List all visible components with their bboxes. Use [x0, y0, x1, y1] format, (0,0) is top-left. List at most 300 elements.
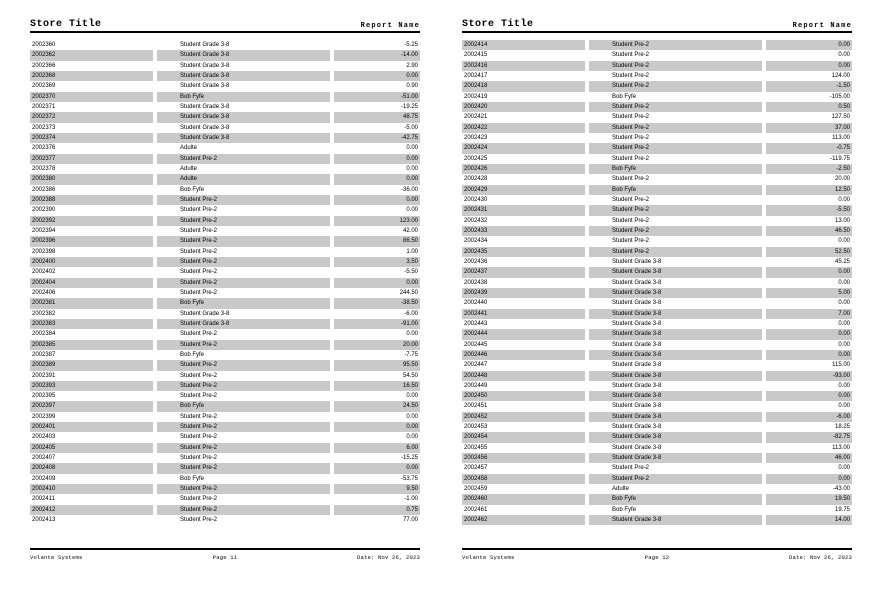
- page-footer: [30, 548, 420, 561]
- row-id: 2002373: [32, 124, 56, 131]
- table-row: [462, 216, 852, 226]
- table-row: [30, 154, 420, 164]
- row-id: 2002392: [30, 216, 153, 226]
- row-value: 45.25: [834, 258, 850, 265]
- row-value: -7.75: [404, 351, 418, 358]
- report-table: [30, 40, 420, 525]
- table-row: [30, 463, 420, 473]
- row-category: Student Pre-2: [180, 207, 218, 214]
- table-row: [30, 257, 420, 267]
- row-value: 0.00: [766, 61, 852, 71]
- table-row: [30, 61, 420, 71]
- row-value: 0.00: [766, 474, 852, 484]
- row-category: Student Grade 3-8: [157, 50, 330, 60]
- page-header: [462, 16, 852, 33]
- table-row: [462, 381, 852, 391]
- table-row: [462, 505, 852, 515]
- row-id: 2002441: [462, 309, 585, 319]
- row-value: -2.50: [766, 164, 852, 174]
- row-category: Student Grade 3-8: [612, 362, 662, 369]
- row-id: 2002421: [464, 114, 488, 121]
- row-category: Adulte: [180, 145, 198, 152]
- row-id: 2002369: [32, 83, 56, 90]
- table-row: [30, 102, 420, 112]
- row-category: Student Pre-2: [180, 269, 218, 276]
- row-id: 2002400: [30, 257, 153, 267]
- row-value: 115.00: [832, 362, 850, 369]
- row-category: Student Grade 3-8: [612, 403, 662, 410]
- row-id: 2002381: [30, 298, 153, 308]
- row-id: 2002450: [462, 391, 585, 401]
- table-row: [462, 350, 852, 360]
- row-category: Student Pre-2: [612, 196, 650, 203]
- row-value: 124.00: [831, 72, 850, 79]
- row-value: 0.00: [406, 145, 418, 152]
- row-value: 6.00: [334, 443, 420, 453]
- row-id: 2002399: [32, 413, 56, 420]
- row-value: 0.00: [766, 329, 852, 339]
- table-row: [462, 247, 852, 257]
- row-category: Student Grade 3-8: [589, 288, 762, 298]
- table-row: [462, 319, 852, 329]
- row-id: 2002416: [462, 61, 585, 71]
- row-category: Student Grade 3-8: [612, 279, 662, 286]
- table-row: [462, 154, 852, 164]
- table-row: [462, 81, 852, 91]
- row-value: 2.90: [406, 62, 418, 69]
- row-id: 2002434: [464, 238, 488, 245]
- row-value: 0.00: [838, 341, 850, 348]
- row-category: Bob Fyfe: [180, 475, 205, 482]
- row-id: 2002432: [464, 217, 488, 224]
- row-value: 16.50: [334, 381, 420, 391]
- row-value: 0.00: [766, 350, 852, 360]
- row-category: Student Pre-2: [180, 434, 218, 441]
- row-category: Student Pre-2: [157, 257, 330, 267]
- row-value: -1.50: [766, 81, 852, 91]
- table-row: [30, 494, 420, 504]
- row-value: 0.90: [406, 83, 418, 90]
- table-row: [30, 174, 420, 184]
- table-row: [462, 40, 852, 50]
- row-value: -42.75: [334, 133, 420, 143]
- row-value: 123.00: [334, 216, 420, 226]
- row-id: 2002384: [32, 331, 56, 338]
- table-row: [30, 226, 420, 236]
- row-id: 2002393: [30, 381, 153, 391]
- row-value: 37.00: [766, 123, 852, 133]
- table-row: [30, 40, 420, 50]
- row-id: 2002445: [464, 341, 488, 348]
- row-value: 20.00: [834, 176, 850, 183]
- row-value: 0.00: [838, 403, 850, 410]
- table-row: [30, 391, 420, 401]
- row-category: Student Pre-2: [157, 484, 330, 494]
- row-id: 2002370: [30, 92, 153, 102]
- row-category: Student Pre-2: [180, 289, 218, 296]
- row-category: Student Grade 3-8: [157, 112, 330, 122]
- table-row: [30, 185, 420, 195]
- row-value: 0.00: [838, 52, 850, 59]
- row-value: 0.00: [406, 207, 418, 214]
- report-name: Report Name: [792, 22, 852, 30]
- row-category: Student Grade 3-8: [589, 515, 762, 525]
- row-id: 2002402: [32, 269, 56, 276]
- row-category: Student Pre-2: [157, 278, 330, 288]
- row-value: 0.00: [838, 300, 850, 307]
- row-category: Student Pre-2: [612, 238, 650, 245]
- row-category: Student Pre-2: [180, 331, 218, 338]
- row-category: Adulte: [180, 165, 198, 172]
- row-value: 0.00: [406, 331, 418, 338]
- row-id: 2002414: [462, 40, 585, 50]
- row-value: 0.00: [406, 413, 418, 420]
- row-id: 2002447: [464, 362, 488, 369]
- table-row: [462, 494, 852, 504]
- row-value: 0.00: [334, 71, 420, 81]
- row-id: 2002408: [30, 463, 153, 473]
- row-id: 2002429: [462, 185, 585, 195]
- row-id: 2002412: [30, 505, 153, 515]
- row-value: 0.00: [838, 279, 850, 286]
- row-category: Student Grade 3-8: [157, 71, 330, 81]
- row-value: 5.00: [766, 288, 852, 298]
- row-value: 0.00: [334, 174, 420, 184]
- row-id: 2002449: [464, 382, 488, 389]
- row-value: 18.25: [834, 424, 850, 431]
- row-id: 2002376: [32, 145, 56, 152]
- table-row: [30, 164, 420, 174]
- row-category: Adulte: [612, 486, 630, 493]
- row-id: 2002425: [464, 155, 488, 162]
- row-value: -105.00: [829, 93, 850, 100]
- table-row: [30, 133, 420, 143]
- table-row: [462, 360, 852, 370]
- row-value: 46.50: [766, 226, 852, 236]
- row-category: Student Pre-2: [612, 134, 650, 141]
- row-category: Student Grade 3-8: [612, 341, 662, 348]
- row-value: 0.00: [766, 267, 852, 277]
- row-id: 2002419: [464, 93, 488, 100]
- row-id: 2002451: [464, 403, 488, 410]
- row-value: -6.00: [766, 412, 852, 422]
- row-category: Bob Fyfe: [589, 164, 762, 174]
- row-value: 19.75: [834, 506, 850, 513]
- row-value: -93.00: [766, 371, 852, 381]
- table-row: [30, 278, 420, 288]
- table-row: [462, 453, 852, 463]
- row-category: Student Pre-2: [589, 61, 762, 71]
- row-id: 2002388: [30, 195, 153, 205]
- row-id: 2002461: [464, 506, 488, 513]
- table-row: [462, 278, 852, 288]
- row-id: 2002380: [30, 174, 153, 184]
- row-value: 52.50: [766, 247, 852, 257]
- table-row: [462, 133, 852, 143]
- table-row: [462, 185, 852, 195]
- table-row: [462, 236, 852, 246]
- table-row: [462, 267, 852, 277]
- row-id: 2002390: [32, 207, 56, 214]
- row-value: 13.00: [834, 217, 850, 224]
- row-id: 2002391: [32, 372, 56, 379]
- row-value: 0.00: [838, 238, 850, 245]
- row-id: 2002404: [30, 278, 153, 288]
- row-value: 0.00: [766, 40, 852, 50]
- row-category: Student Pre-2: [589, 474, 762, 484]
- row-category: Student Pre-2: [612, 114, 650, 121]
- row-id: 2002411: [32, 496, 55, 503]
- row-category: Student Grade 3-8: [157, 133, 330, 143]
- row-category: Bob Fyfe: [157, 92, 330, 102]
- table-row: [30, 432, 420, 442]
- footer-company: Volante Systems: [462, 554, 515, 561]
- row-value: 42.00: [402, 227, 418, 234]
- row-value: 95.50: [334, 360, 420, 370]
- row-id: 2002436: [464, 258, 488, 265]
- row-category: Student Pre-2: [157, 381, 330, 391]
- row-category: Student Grade 3-8: [612, 444, 662, 451]
- row-category: Student Grade 3-8: [180, 124, 230, 131]
- row-value: 0.00: [406, 434, 418, 441]
- row-category: Student Grade 3-8: [612, 320, 662, 327]
- row-id: 2002458: [462, 474, 585, 484]
- row-category: Student Pre-2: [157, 154, 330, 164]
- table-row: [462, 71, 852, 81]
- table-row: [30, 81, 420, 91]
- row-category: Student Pre-2: [180, 248, 218, 255]
- row-category: Student Grade 3-8: [589, 329, 762, 339]
- row-id: 2002456: [462, 453, 585, 463]
- row-category: Student Pre-2: [157, 216, 330, 226]
- row-category: Student Pre-2: [612, 72, 650, 79]
- row-category: Student Pre-2: [612, 465, 650, 472]
- table-row: [30, 205, 420, 215]
- table-row: [30, 371, 420, 381]
- row-id: 2002394: [32, 227, 56, 234]
- row-value: 0.00: [406, 393, 418, 400]
- row-value: 0.00: [838, 465, 850, 472]
- row-category: Student Grade 3-8: [180, 103, 230, 110]
- row-id: 2002382: [32, 310, 56, 317]
- row-value: -36.00: [400, 186, 418, 193]
- row-value: 0.00: [838, 320, 850, 327]
- table-row: [462, 329, 852, 339]
- row-id: 2002453: [464, 424, 488, 431]
- row-category: Student Pre-2: [157, 422, 330, 432]
- table-row: [462, 102, 852, 112]
- row-value: 20.00: [334, 340, 420, 350]
- table-row: [30, 505, 420, 515]
- row-id: 2002430: [464, 196, 488, 203]
- row-id: 2002438: [464, 279, 488, 286]
- table-row: [462, 50, 852, 60]
- table-row: [30, 515, 420, 525]
- row-value: 0.00: [406, 165, 418, 172]
- row-value: -5.50: [404, 269, 418, 276]
- table-row: [462, 422, 852, 432]
- table-row: [30, 195, 420, 205]
- table-row: [462, 309, 852, 319]
- row-id: 2002455: [464, 444, 488, 451]
- row-value: 0.00: [334, 154, 420, 164]
- store-title: Store Title: [30, 19, 102, 30]
- row-id: 2002439: [462, 288, 585, 298]
- table-row: [462, 340, 852, 350]
- row-id: 2002446: [462, 350, 585, 360]
- row-category: Student Grade 3-8: [612, 300, 662, 307]
- row-category: Student Grade 3-8: [589, 371, 762, 381]
- row-id: 2002386: [32, 186, 56, 193]
- table-row: [462, 391, 852, 401]
- row-category: Student Pre-2: [180, 227, 218, 234]
- row-value: 3.50: [334, 257, 420, 267]
- row-id: 2002362: [30, 50, 153, 60]
- row-category: Student Pre-2: [589, 205, 762, 215]
- row-id: 2002452: [462, 412, 585, 422]
- footer-page-number: Page 12: [644, 554, 670, 561]
- row-value: 127.50: [831, 114, 850, 121]
- row-value: 86.50: [334, 236, 420, 246]
- table-row: [462, 123, 852, 133]
- table-row: [30, 247, 420, 257]
- row-id: 2002426: [462, 164, 585, 174]
- row-id: 2002448: [462, 371, 585, 381]
- row-category: Student Pre-2: [589, 81, 762, 91]
- table-row: [30, 71, 420, 81]
- row-value: -91.00: [334, 319, 420, 329]
- table-row: [462, 143, 852, 153]
- row-category: Student Grade 3-8: [589, 432, 762, 442]
- row-value: 0.00: [334, 463, 420, 473]
- table-row: [462, 298, 852, 308]
- page-footer: [462, 548, 852, 561]
- row-category: Student Pre-2: [157, 195, 330, 205]
- row-id: 2002403: [32, 434, 56, 441]
- row-value: 7.00: [766, 309, 852, 319]
- row-id: 2002371: [32, 103, 56, 110]
- row-id: 2002360: [32, 42, 56, 48]
- report-table: [462, 40, 852, 525]
- row-category: Student Grade 3-8: [589, 453, 762, 463]
- row-id: 2002397: [30, 401, 153, 411]
- table-row: [30, 112, 420, 122]
- row-category: Student Pre-2: [180, 372, 218, 379]
- row-category: Bob Fyfe: [157, 401, 330, 411]
- row-category: Bob Fyfe: [180, 351, 205, 358]
- row-id: 2002401: [30, 422, 153, 432]
- row-category: Student Pre-2: [180, 393, 218, 400]
- table-row: [30, 298, 420, 308]
- row-value: 0.00: [766, 391, 852, 401]
- row-id: 2002457: [464, 465, 488, 472]
- row-value: 48.75: [334, 112, 420, 122]
- row-value: -119.75: [830, 155, 850, 162]
- table-row: [462, 463, 852, 473]
- table-row: [462, 195, 852, 205]
- table-row: [30, 236, 420, 246]
- row-id: 2002398: [32, 248, 56, 255]
- row-category: Student Pre-2: [589, 40, 762, 50]
- row-id: 2002435: [462, 247, 585, 257]
- row-id: 2002396: [30, 236, 153, 246]
- row-value: 12.50: [766, 185, 852, 195]
- row-value: 0.50: [766, 102, 852, 112]
- row-category: Adulte: [157, 174, 330, 184]
- row-id: 2002459: [464, 486, 488, 493]
- row-value: 19.50: [766, 494, 852, 504]
- row-category: Student Grade 3-8: [589, 391, 762, 401]
- report-name: Report Name: [360, 22, 420, 30]
- table-row: [462, 164, 852, 174]
- row-value: -5.50: [766, 205, 852, 215]
- row-category: Student Grade 3-8: [589, 309, 762, 319]
- row-value: -15.25: [400, 455, 418, 462]
- row-category: Student Grade 3-8: [589, 412, 762, 422]
- row-value: -1.00: [404, 496, 418, 503]
- row-value: 77.00: [402, 517, 418, 524]
- row-id: 2002405: [30, 443, 153, 453]
- row-category: Student Pre-2: [157, 360, 330, 370]
- table-row: [462, 61, 852, 71]
- row-value: -19.25: [400, 103, 418, 110]
- row-id: 2002372: [30, 112, 153, 122]
- row-value: 0.75: [334, 505, 420, 515]
- row-category: Student Pre-2: [589, 143, 762, 153]
- table-row: [462, 484, 852, 494]
- table-row: [30, 216, 420, 226]
- row-category: Bob Fyfe: [157, 298, 330, 308]
- row-id: 2002389: [30, 360, 153, 370]
- row-value: 113.00: [832, 444, 850, 451]
- row-id: 2002418: [462, 81, 585, 91]
- row-category: Student Pre-2: [157, 463, 330, 473]
- row-id: 2002374: [30, 133, 153, 143]
- row-category: Bob Fyfe: [612, 506, 637, 513]
- row-value: -14.00: [334, 50, 420, 60]
- row-id: 2002440: [464, 300, 488, 307]
- row-value: -51.00: [334, 92, 420, 102]
- row-category: Bob Fyfe: [612, 93, 637, 100]
- row-value: -5.25: [404, 42, 418, 48]
- footer-date: Date: Nov 26, 2023: [356, 554, 420, 561]
- row-id: 2002420: [462, 102, 585, 112]
- row-category: Student Pre-2: [612, 176, 650, 183]
- row-category: Student Pre-2: [180, 455, 218, 462]
- row-value: 113.00: [832, 134, 850, 141]
- table-row: [462, 92, 852, 102]
- row-id: 2002387: [32, 351, 56, 358]
- row-category: Student Pre-2: [589, 102, 762, 112]
- row-category: Student Pre-2: [589, 247, 762, 257]
- row-value: 46.00: [766, 453, 852, 463]
- row-category: Student Pre-2: [157, 340, 330, 350]
- row-category: Bob Fyfe: [589, 185, 762, 195]
- table-row: [30, 350, 420, 360]
- row-value: 24.50: [334, 401, 420, 411]
- footer-date: Date: Nov 26, 2023: [788, 554, 852, 561]
- table-row: [462, 205, 852, 215]
- row-id: 2002377: [30, 154, 153, 164]
- row-id: 2002460: [462, 494, 585, 504]
- row-id: 2002378: [32, 165, 56, 172]
- table-row: [462, 257, 852, 267]
- row-value: -53.75: [400, 475, 418, 482]
- row-id: 2002395: [32, 393, 56, 400]
- table-row: [30, 50, 420, 60]
- row-id: 2002454: [462, 432, 585, 442]
- row-id: 2002444: [462, 329, 585, 339]
